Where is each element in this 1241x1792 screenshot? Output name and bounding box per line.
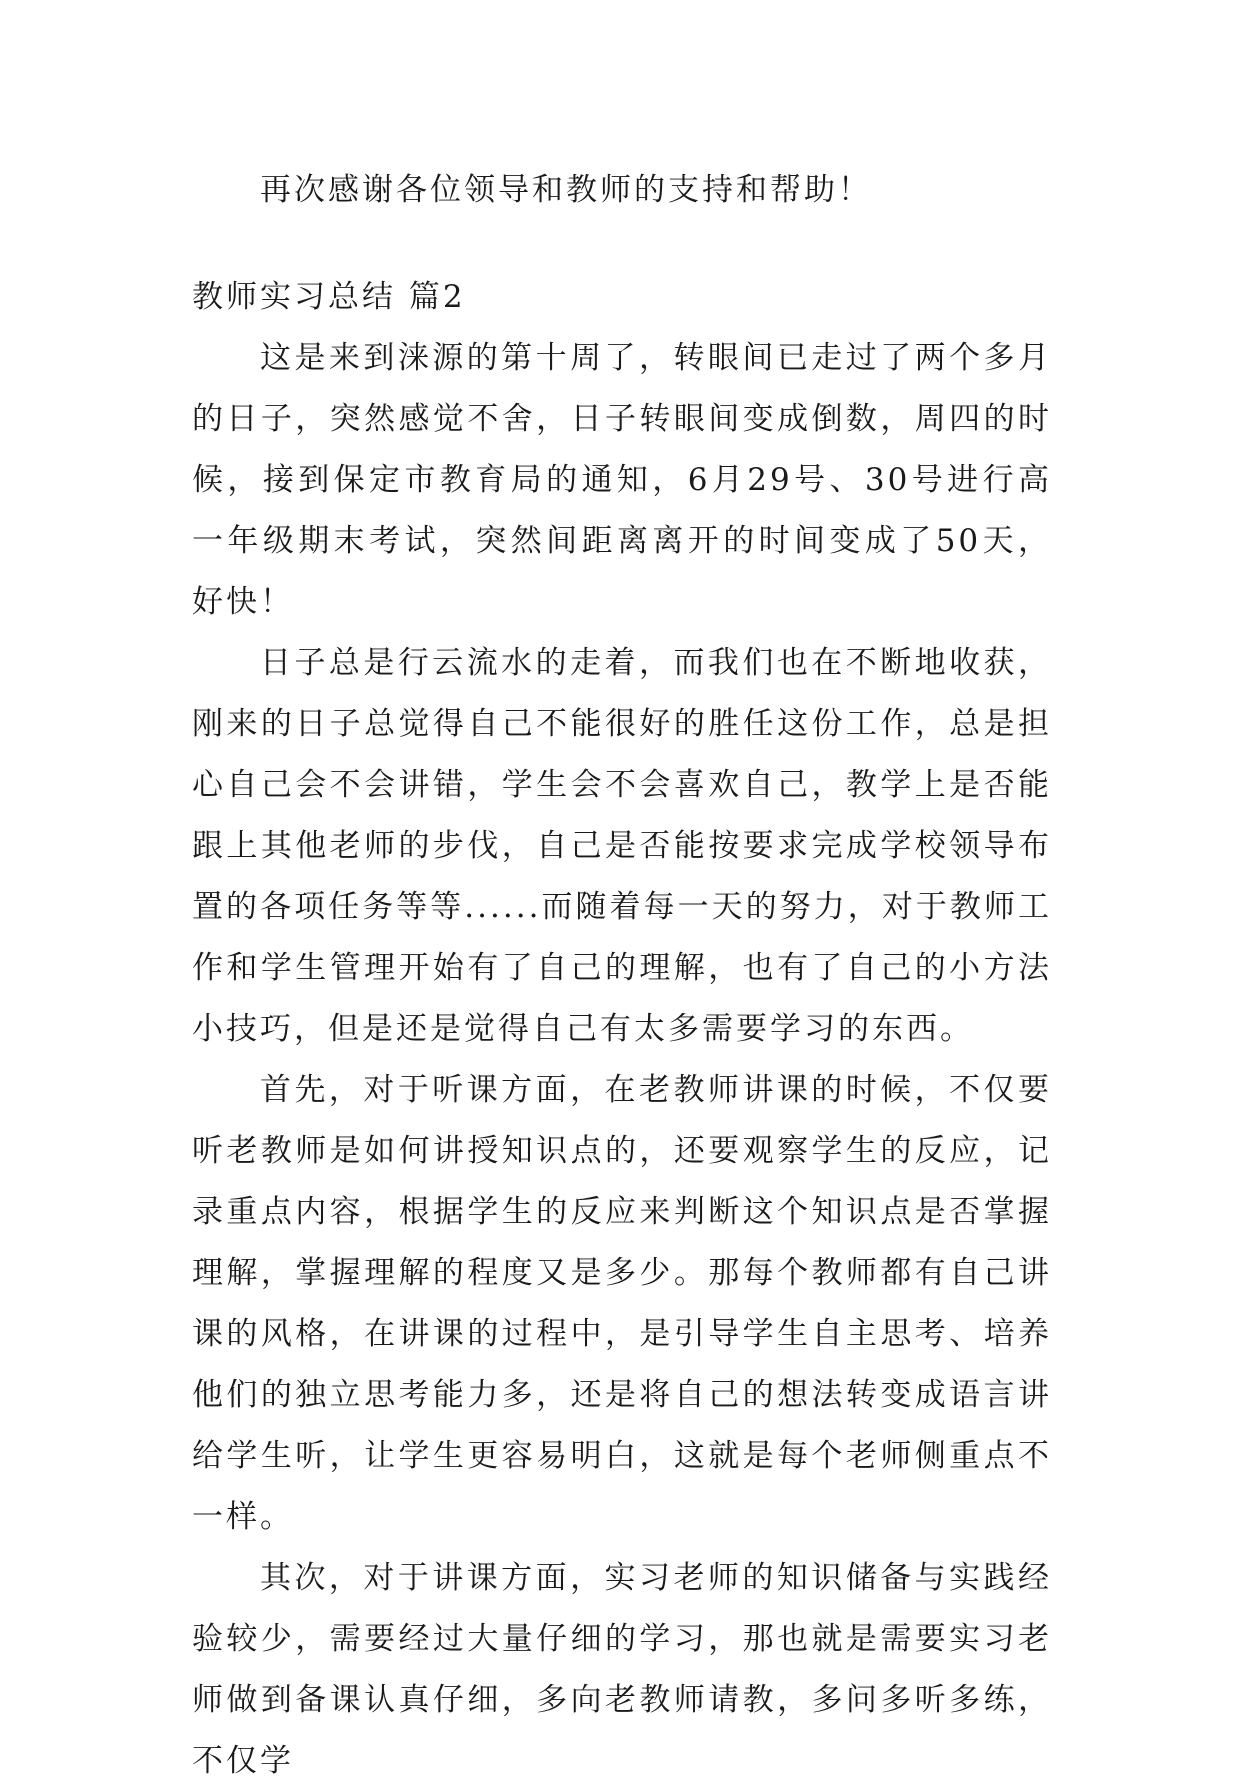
paragraph: 其次，对于讲课方面，实习老师的知识储备与实践经验较少，需要经过大量仔细的学习，那也就是需要实习老师做到备课认真仔细，多向老教师请教，多问多听多练，不仅学 <box>192 1560 1052 1779</box>
paragraph: 首先，对于听课方面，在老教师讲课的时候，不仅要听老教师是如何讲授知识点的，还要观察学生的反应，记录重点内容，根据学生的反应来判断这个知识点是否掌握理解，掌握理解的程度又是多少。那每个教师都有自己讲课的风格，在讲课的过程中，是引导学生自主思考、培养他们的独立思考能力多，还是将自己的想法转变成语言讲给学生听，让学生更容易明白，这就是每个老师侧重点不一样。 <box>192 1072 1052 1535</box>
paragraph: 这是来到涞源的第十周了，转眼间已走过了两个多月的日子，突然感觉不舍，日子转眼间变成倒数，周四的时候，接到保定市教育局的通知，6月29号、30号进行高一年级期末考试，突然间距离离开的时间变成了50天，好快！ <box>192 340 1052 620</box>
closing-line: 再次感谢各位领导和教师的支持和帮助！ <box>260 172 872 208</box>
section-heading: 教师实习总结 篇2 <box>192 279 466 315</box>
paragraph: 日子总是行云流水的走着，而我们也在不断地收获，刚来的日子总觉得自己不能很好的胜任这份工作，总是担心自己会不会讲错，学生会不会喜欢自己，教学上是否能跟上其他老师的步伐，自己是否能按要求完成学校领导布置的各项任务等等......而随着每一天的努力，对于教师工作和学生管理开始有了自己的理解，也有了自己的小方法小技巧，但是还是觉得自己有太多需要学习的东西。 <box>192 645 1052 1047</box>
document-body <box>192 160 1052 1792</box>
